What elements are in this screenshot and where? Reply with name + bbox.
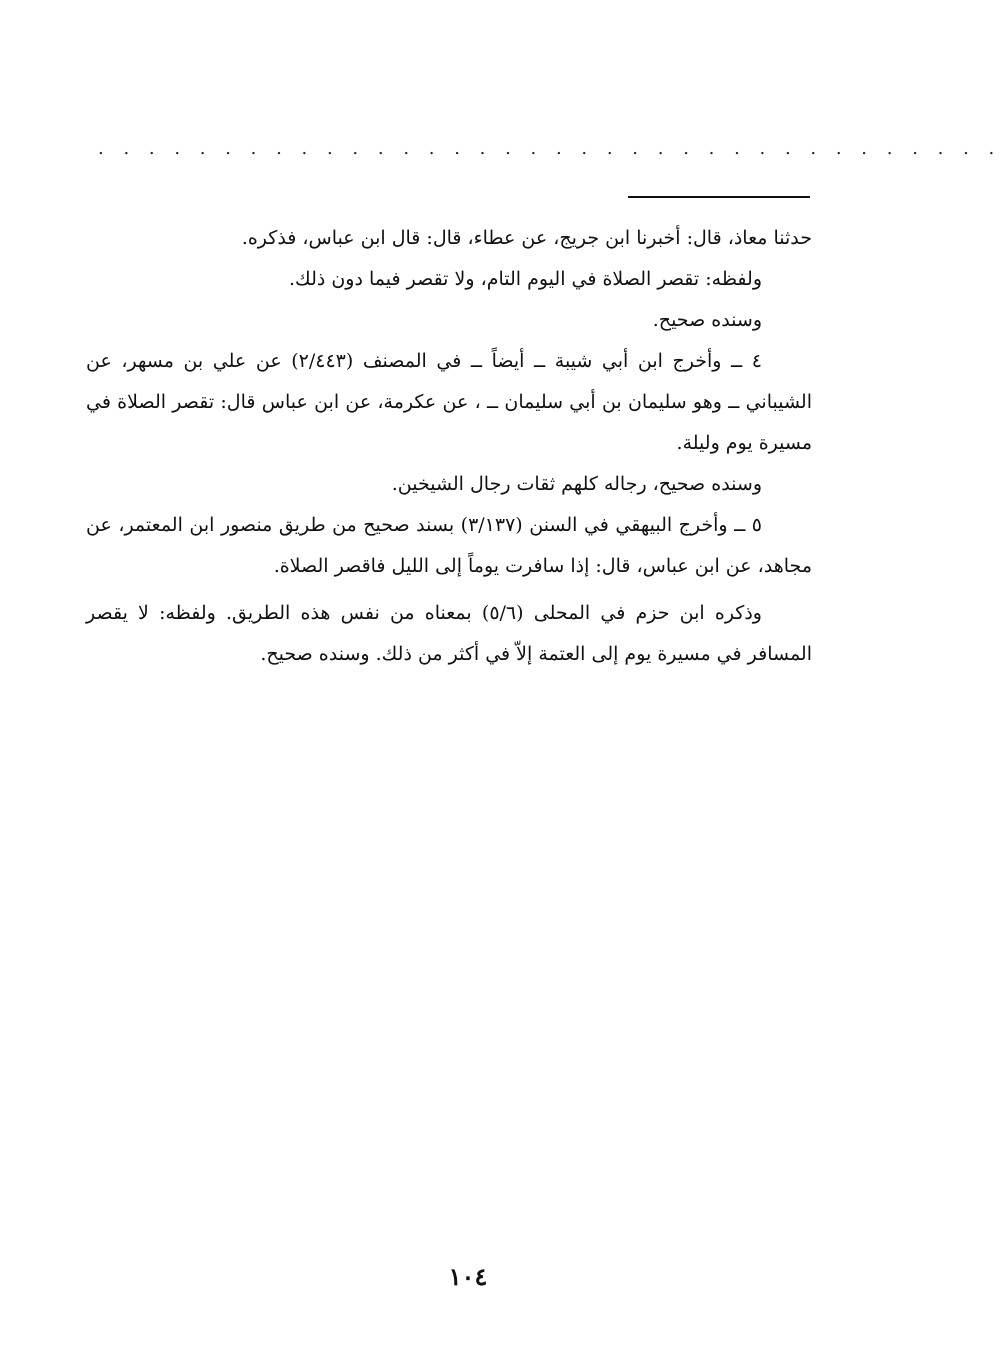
- paragraph-isnad: حدثنا معاذ، قال: أخبرنا ابن جريج، عن عطاء، قال: قال ابن عباس، فذكره.: [241, 227, 812, 249]
- dotted-separator: . . . . . . . . . . . . . . . . . . . . . . . . . . . . . . . . . . . .: [98, 138, 1001, 159]
- paragraph-wording: ولفظه: تقصر الصلاة في اليوم التام، ولا تقصر فيما دون ذلك.: [289, 268, 762, 290]
- paragraph-grading-2: وسنده صحيح، رجاله كلهم ثقات رجال الشيخين.: [391, 473, 762, 495]
- paragraph-item-4: ٤ ــ وأخرج ابن أبي شيبة ــ أيضاً ــ في المصنف (٢/٤٤٣) عن علي بن مسهر، عن الشيباني ــ وهو سليمان بن أبي سليمان ــ ، عن عكرمة، عن ابن عباس قال: تقصر الصلاة في مسيرة يوم وليلة.: [86, 350, 812, 454]
- paragraph-ibn-hazm: وذكره ابن حزم في المحلى (٥/٦) بمعناه من نفس هذه الطريق. ولفظه: لا يقصر المسافر في مسيرة يوم إلى العتمة إلاّ في أكثر من ذلك. وسنده صحيح.: [86, 602, 812, 665]
- paragraph-item-5: ٥ ــ وأخرج البيهقي في السنن (٣/١٣٧) بسند صحيح من طريق منصور ابن المعتمر، عن مجاهد، عن ابن عباس، قال: إذا سافرت يوماً إلى الليل فاقصر الصلاة.: [86, 514, 812, 577]
- paragraph-grading: وسنده صحيح.: [652, 309, 762, 331]
- footnote-text: [86, 218, 812, 675]
- footnote-rule: [628, 196, 810, 198]
- page-number: ١٠٤: [448, 1262, 488, 1291]
